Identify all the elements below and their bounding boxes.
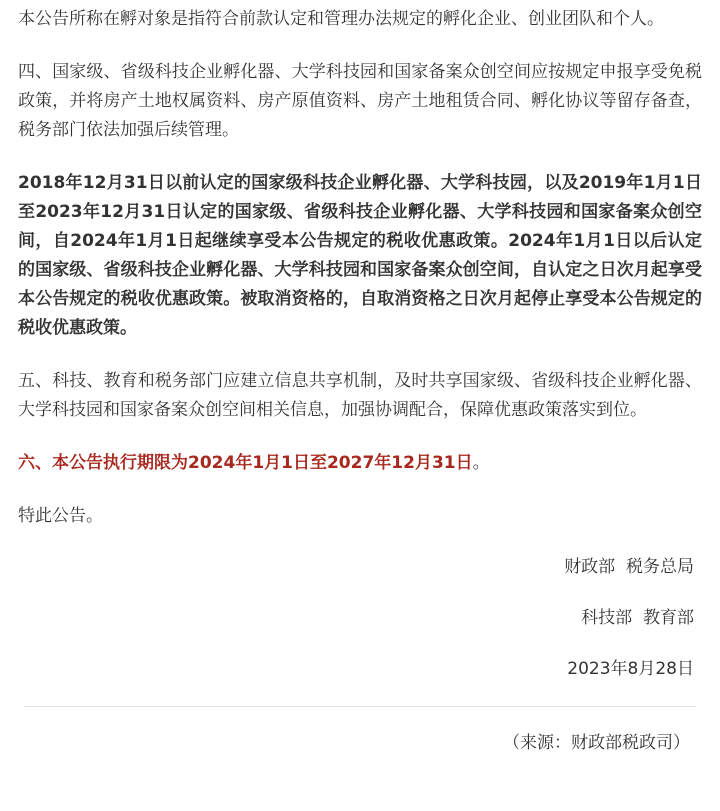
source-note: （来源：财政部税政司） bbox=[503, 733, 690, 753]
section-five-paragraph: 五、科技、教育和税务部门应建立信息共享机制，及时共享国家级、省级科技企业孵化器、大学科技园和国家备案众创空间相关信息，加强协调配合，保障优惠政策落实到位。 bbox=[18, 371, 702, 420]
execution-period-text: 六、本公告执行期限为2024年1月1日至2027年12月31日 bbox=[18, 453, 473, 473]
closing-text: 特此公告。 bbox=[18, 506, 103, 526]
intro-paragraph: 本公告所称在孵对象是指符合前款认定和管理办法规定的孵化企业、创业团队和个人。 bbox=[18, 9, 664, 29]
section-four-paragraph: 四、国家级、省级科技企业孵化器、大学科技园和国家备案众创空间应按规定申报享受免税政策，并将房产土地权属资料、房产原值资料、房产土地租赁合同、孵化协议等留存备查，税务部门依法加强后续管理。 bbox=[18, 62, 702, 140]
section-six-paragraph bbox=[18, 449, 702, 478]
signature-date: 2023年8月28日 bbox=[567, 659, 694, 679]
section-six-period: 。 bbox=[472, 453, 490, 473]
divider bbox=[24, 706, 696, 707]
signature-line-1: 财政部 税务总局 bbox=[564, 557, 694, 577]
signature-line-2: 科技部 教育部 bbox=[581, 608, 694, 628]
bold-notice-paragraph: 2018年12月31日以前认定的国家级科技企业孵化器、大学科技园，以及2019年1月1日至2023年12月31日认定的国家级、省级科技企业孵化器、大学科技园和国家备案众创空间，自2024年1月1日起继续享受本公告规定的税收优惠政策。2024年1月1日以后认定的国家级、省级科技企业孵化器、大学科技园和国家备案众创空间，自认定之日次月起享受本公告规定的税收优惠政策。被取消资格的，自取消资格之日次月起停止享受本公告规定的税收优惠政策。 bbox=[18, 173, 702, 338]
